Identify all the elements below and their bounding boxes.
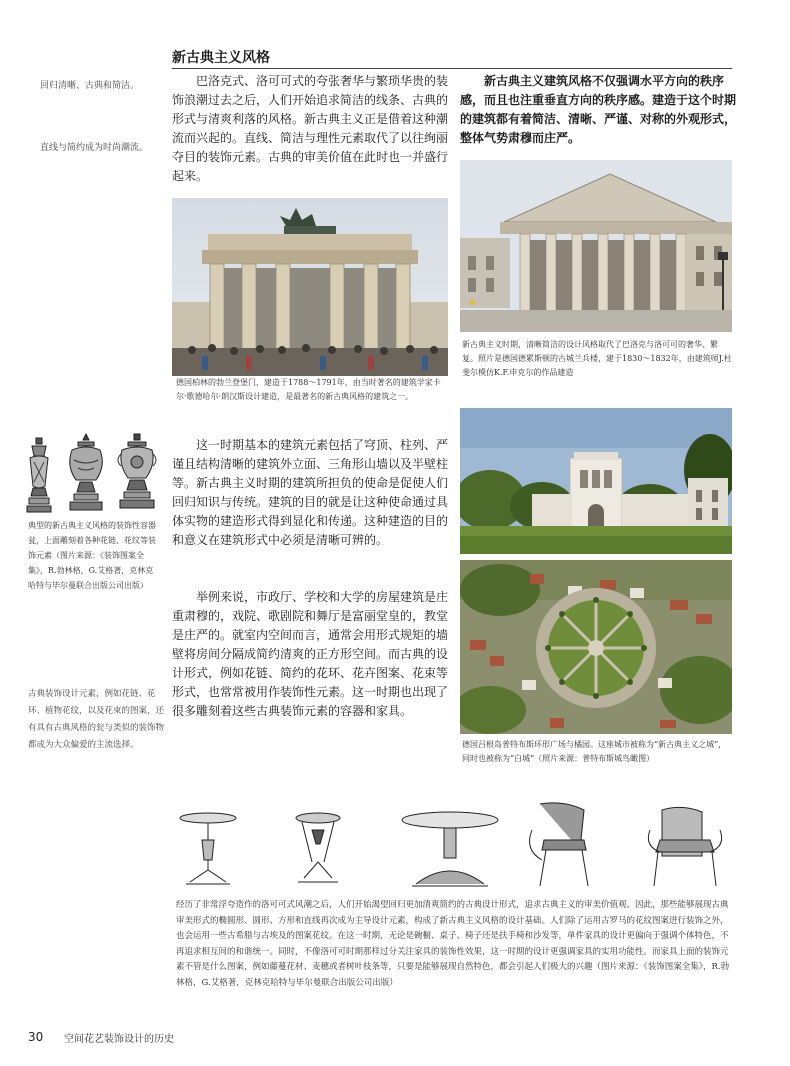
brandenburg-gate-photo bbox=[172, 198, 448, 376]
body-paragraph-1: 巴洛克式、洛可可式的夸张奢华与繁琐华贵的装饰浪潮过去之后，人们开始追求简洁的线条、古典的形式与清爽利落的风格。新古典主义正是借着这种潮流而兴起的。直线、简洁与理性元素取代了以往绚丽夺目的装饰元素。古典的审美价值在此时也一并盛行起来。 bbox=[172, 74, 449, 183]
putbus-aerial-photo bbox=[460, 560, 732, 734]
furniture-illustrations bbox=[172, 800, 732, 896]
sidebar-note-1: 回归清晰、古典和简洁。 bbox=[40, 81, 140, 91]
dresden-building-photo bbox=[460, 160, 732, 332]
white-palace-photo bbox=[460, 408, 732, 554]
sidebar-note-2: 直线与简约成为时尚潮流。 bbox=[40, 143, 149, 153]
sidebar-note-3: 古典装饰设计元素，例如花链、花环、植物花纹，以及花束的图案，还有具有古典风格的瓮与类似的装饰物都成为大众偏爱的主流选择。 bbox=[28, 689, 165, 750]
section-title: 新古典主义风格 bbox=[172, 50, 270, 66]
putbus-aerial-caption: 德国吕根岛普特布斯环形广场与橘园。这座城市被称为“新古典主义之城”，同时也被称为“白城”（照片来源：普特布斯城鸟瞰图） bbox=[462, 740, 727, 763]
dresden-building-caption: 新古典主义时期，清晰简洁的设计风格取代了巴洛克与洛可可的奢华、繁复。照片是德国德累斯顿的古城兰兵楼，建于1830～1832年，由建筑师J.杜斐尔模仿K.F.申克尔的作品建造 bbox=[462, 340, 732, 377]
body-paragraph-3: 举例来说，市政厅、学校和大学的房屋建筑是庄重肃穆的，戏院、歌剧院和舞厅是富丽堂皇的，教堂是庄严的。就室内空间而言，通常会用形式规矩的墙壁将房间分隔成简约清爽的正方形空间。而古典的设计形式，例如花链、简约的花环、花卉图案、花束等形式，也常常被用作装饰性元素。这一时期也出现了很多雕刻着这些古典装饰元素的容器和家具。 bbox=[172, 590, 449, 718]
brandenburg-gate-caption: 德国柏林的勃兰登堡门，建造于1788～1791年，由当时著名的建筑学家卡尔·歌德哈尔·朗汉斯设计建造，是最著名的新古典风格的建筑之一。 bbox=[176, 378, 441, 401]
body-paragraph-4: 新古典主义建筑风格不仅强调水平方向的秩序感，而且也注重垂直方向的秩序感。建造于这个时期的建筑都有着简洁、清晰、严谨、对称的外观形式，整体气势肃穆而庄严。 bbox=[460, 74, 737, 145]
furniture-caption: 经历了非常浮夸造作的洛可可式风潮之后，人们开始渴望回归更加清爽简约的古典设计形式，追求古典主义的审美价值观。因此，那些能够展现古典审美形式的椭圆形、圆形、方形和直线再次成为主导设计元素，构成了新古典主义风格的设计基础。人们除了运用古罗马的花纹图案进行装饰之外，也会运用一些古希腊与古埃及的图案花纹。在这一时期，无论是碗橱、桌子、椅子还是扶手椅和沙发等，单件家具的设计更偏向于强调个体特色，不再追求相互间的和谐统一。同时，不像洛可可时期那样过分关注家具的装饰性效果，这一时期的设计更强调家具的实用功能性。而家具上面的装饰元素不管是什么图案，例如藤蔓花材、麦穗或者树叶枝条等，只要是能够展现自然特色，都会引起人们极大的兴趣（图片来源：《装饰图案全集》，R.勃林格，G.艾格著，克林克哈特与毕尔曼联合出版公司出版） bbox=[176, 900, 730, 988]
running-head: 空间花艺装饰设计的历史 bbox=[64, 1034, 174, 1045]
body-paragraph-2: 这一时期基本的建筑元素包括了穹顶、柱列、严谨且结构清晰的建筑外立面、三角形山墙以及半壁柱等。新古典主义时期的建筑所担负的使命是促使人们回归知识与传统。建筑的目的就是让这种使命通过具体实物的建造形式得到显化和传递。这种建造的目的和意义在建筑形式中必须是清晰可辨的。 bbox=[172, 438, 449, 547]
vase-caption: 典型的新古典主义风格的装饰性容器瓮，上面雕刻着各种花链、花纹等装饰元素（图片来源：《装饰图案全集》，R.勃林格，G.艾格著，克林克哈特与毕尔曼联合出版公司出版） bbox=[28, 521, 156, 590]
vase-illustrations bbox=[24, 432, 162, 516]
title-rule bbox=[172, 68, 732, 69]
page-number: 30 bbox=[28, 1030, 44, 1044]
